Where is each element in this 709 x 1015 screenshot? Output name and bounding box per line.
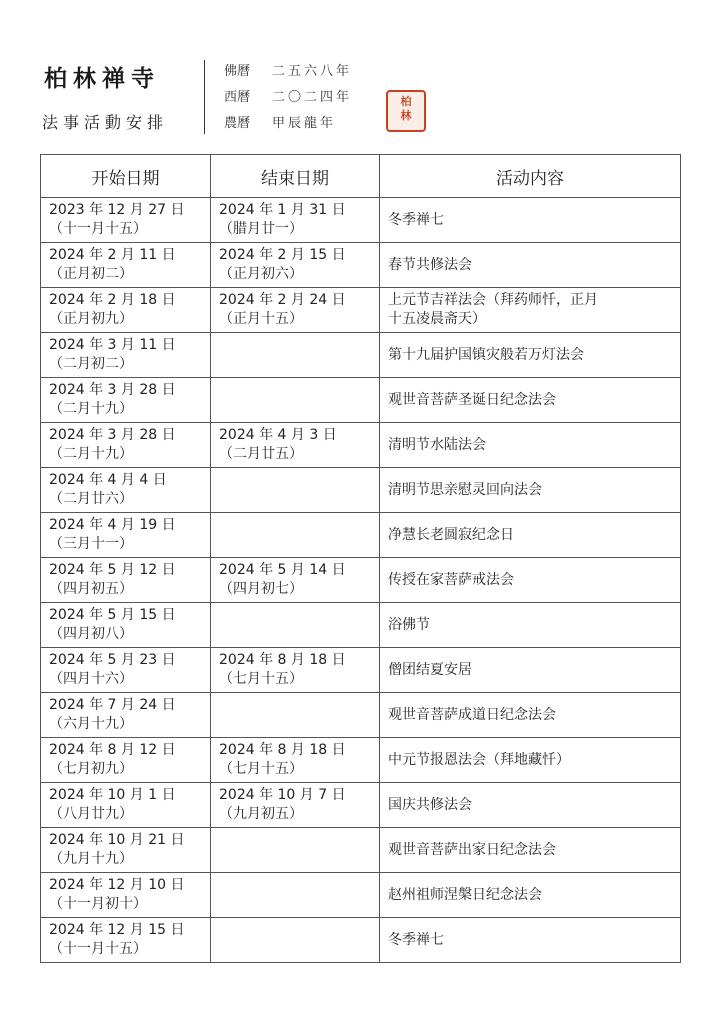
activity-cell bbox=[380, 423, 681, 468]
calendar-label: 西曆 bbox=[224, 90, 251, 105]
start-date-cell bbox=[41, 828, 211, 873]
start-date: 2024 年 3 月 28 日 bbox=[49, 382, 176, 398]
activity-name: 浴佛节 bbox=[388, 616, 430, 633]
table-row bbox=[41, 513, 681, 558]
end-date-cell bbox=[211, 243, 380, 288]
table-row bbox=[41, 828, 681, 873]
table-row bbox=[41, 648, 681, 693]
start-date-cell bbox=[41, 378, 211, 423]
temple-name: 柏林禅寺 bbox=[44, 65, 160, 92]
end-date-cell bbox=[211, 693, 380, 738]
calendar-row-buddhist bbox=[224, 60, 352, 86]
start-date-cell bbox=[41, 513, 211, 558]
activity-name: 观世音菩萨圣诞日纪念法会 bbox=[388, 391, 556, 408]
calendar-years bbox=[224, 60, 352, 138]
activity-name: 净慧长老圆寂纪念日 bbox=[388, 526, 514, 543]
start-date: 2024 年 4 月 19 日 bbox=[49, 517, 176, 533]
table-row bbox=[41, 918, 681, 963]
activity-name: 清明节水陆法会 bbox=[388, 436, 486, 453]
header-divider bbox=[204, 60, 205, 134]
activity-name-continued: 十五凌晨斋天） bbox=[388, 311, 486, 327]
end-date: 2024 年 2 月 24 日 bbox=[219, 292, 346, 308]
activity-cell bbox=[380, 513, 681, 558]
activity-cell bbox=[380, 378, 681, 423]
calendar-value: 二〇二四年 bbox=[272, 90, 353, 105]
end-lunar-date: （正月十五） bbox=[219, 311, 303, 327]
activity-name: 清明节思亲慰灵回向法会 bbox=[388, 481, 542, 498]
header-end-date: 结束日期 bbox=[211, 155, 380, 198]
start-date-cell bbox=[41, 558, 211, 603]
start-lunar-date: （正月初九） bbox=[49, 311, 133, 327]
end-date-cell bbox=[211, 828, 380, 873]
end-date-cell bbox=[211, 513, 380, 558]
start-date: 2024 年 4 月 4 日 bbox=[49, 472, 167, 488]
calendar-value: 甲辰龍年 bbox=[272, 116, 337, 131]
start-date-cell bbox=[41, 468, 211, 513]
end-date-cell bbox=[211, 783, 380, 828]
start-lunar-date: （四月十六） bbox=[49, 671, 133, 687]
page-subtitle: 法事活動安排 bbox=[42, 113, 169, 132]
start-date: 2024 年 12 月 15 日 bbox=[49, 922, 185, 938]
end-lunar-date: （四月初七） bbox=[219, 581, 303, 597]
start-date: 2024 年 3 月 11 日 bbox=[49, 337, 176, 353]
activity-name: 传授在家菩萨戒法会 bbox=[388, 571, 514, 588]
start-date-cell bbox=[41, 603, 211, 648]
start-date: 2024 年 2 月 18 日 bbox=[49, 292, 176, 308]
activity-cell bbox=[380, 693, 681, 738]
end-date-cell bbox=[211, 738, 380, 783]
table-row bbox=[41, 243, 681, 288]
start-lunar-date: （二月初二） bbox=[49, 356, 133, 372]
table-row bbox=[41, 468, 681, 513]
activity-name: 国庆共修法会 bbox=[388, 796, 472, 813]
activity-cell bbox=[380, 603, 681, 648]
event-schedule-table bbox=[40, 154, 681, 963]
activity-cell bbox=[380, 783, 681, 828]
calendar-label: 農曆 bbox=[224, 116, 251, 131]
start-date: 2024 年 5 月 12 日 bbox=[49, 562, 176, 578]
start-date: 2024 年 10 月 21 日 bbox=[49, 832, 185, 848]
calendar-row-lunar bbox=[224, 112, 352, 138]
end-date-cell bbox=[211, 468, 380, 513]
calendar-value: 二五六八年 bbox=[272, 64, 353, 79]
activity-cell bbox=[380, 288, 681, 333]
table-row bbox=[41, 783, 681, 828]
start-date: 2024 年 5 月 15 日 bbox=[49, 607, 176, 623]
calendar-row-western bbox=[224, 86, 352, 112]
end-date: 2024 年 8 月 18 日 bbox=[219, 742, 346, 758]
activity-name: 春节共修法会 bbox=[388, 256, 472, 273]
start-date: 2024 年 2 月 11 日 bbox=[49, 247, 176, 263]
end-lunar-date: （正月初六） bbox=[219, 266, 303, 282]
activity-cell bbox=[380, 198, 681, 243]
start-lunar-date: （九月十九） bbox=[49, 851, 133, 867]
end-date: 2024 年 5 月 14 日 bbox=[219, 562, 346, 578]
table-row bbox=[41, 333, 681, 378]
start-lunar-date: （七月初九） bbox=[49, 761, 133, 777]
start-date: 2024 年 5 月 23 日 bbox=[49, 652, 176, 668]
activity-name: 中元节报恩法会（拜地藏忏） bbox=[388, 751, 570, 768]
end-date: 2024 年 2 月 15 日 bbox=[219, 247, 346, 263]
end-lunar-date: （七月十五） bbox=[219, 671, 303, 687]
start-date: 2024 年 7 月 24 日 bbox=[49, 697, 176, 713]
start-date: 2024 年 10 月 1 日 bbox=[49, 787, 176, 803]
activity-cell bbox=[380, 648, 681, 693]
start-date: 2023 年 12 月 27 日 bbox=[49, 202, 185, 218]
end-date-cell bbox=[211, 648, 380, 693]
start-lunar-date: （二月廿六） bbox=[49, 491, 133, 507]
activity-cell bbox=[380, 828, 681, 873]
end-lunar-date: （腊月廿一） bbox=[219, 221, 303, 237]
activity-cell bbox=[380, 243, 681, 288]
start-lunar-date: （十一月十五） bbox=[49, 941, 147, 957]
end-date-cell bbox=[211, 333, 380, 378]
table-header-row bbox=[41, 155, 681, 198]
start-lunar-date: （八月廿九） bbox=[49, 806, 133, 822]
table-row bbox=[41, 378, 681, 423]
activity-name: 冬季禅七 bbox=[388, 211, 444, 228]
activity-cell bbox=[380, 738, 681, 783]
start-date: 2024 年 3 月 28 日 bbox=[49, 427, 176, 443]
table-row bbox=[41, 873, 681, 918]
activity-name: 观世音菩萨成道日纪念法会 bbox=[388, 706, 556, 723]
start-date: 2024 年 8 月 12 日 bbox=[49, 742, 176, 758]
calendar-label: 佛曆 bbox=[224, 64, 251, 79]
end-lunar-date: （七月十五） bbox=[219, 761, 303, 777]
table-row bbox=[41, 558, 681, 603]
activity-name: 第十九届护国镇灾般若万灯法会 bbox=[388, 346, 584, 363]
table-row bbox=[41, 738, 681, 783]
table-row bbox=[41, 693, 681, 738]
start-date-cell bbox=[41, 783, 211, 828]
end-date-cell bbox=[211, 378, 380, 423]
end-date: 2024 年 4 月 3 日 bbox=[219, 427, 337, 443]
activity-name: 赵州祖师涅槃日纪念法会 bbox=[388, 886, 542, 903]
activity-cell bbox=[380, 873, 681, 918]
start-lunar-date: （三月十一） bbox=[49, 536, 133, 552]
table-row bbox=[41, 423, 681, 468]
start-date: 2024 年 12 月 10 日 bbox=[49, 877, 185, 893]
start-date-cell bbox=[41, 918, 211, 963]
end-date-cell bbox=[211, 918, 380, 963]
activity-cell bbox=[380, 333, 681, 378]
end-date: 2024 年 1 月 31 日 bbox=[219, 202, 346, 218]
start-lunar-date: （二月十九） bbox=[49, 446, 133, 462]
start-date-cell bbox=[41, 198, 211, 243]
page-header bbox=[40, 56, 680, 136]
header-start-date: 开始日期 bbox=[41, 155, 211, 198]
start-date-cell bbox=[41, 333, 211, 378]
activity-name: 冬季禅七 bbox=[388, 931, 444, 948]
activity-cell bbox=[380, 558, 681, 603]
activity-cell bbox=[380, 468, 681, 513]
end-date-cell bbox=[211, 198, 380, 243]
start-lunar-date: （正月初二） bbox=[49, 266, 133, 282]
end-date-cell bbox=[211, 873, 380, 918]
red-seal-stamp bbox=[386, 90, 426, 132]
activity-name: 僧团结夏安居 bbox=[388, 661, 472, 678]
activity-name: 上元节吉祥法会（拜药师忏，正月 bbox=[388, 292, 598, 308]
start-date-cell bbox=[41, 648, 211, 693]
header-activity: 活动内容 bbox=[380, 155, 681, 198]
end-date-cell bbox=[211, 603, 380, 648]
end-lunar-date: （九月初五） bbox=[219, 806, 303, 822]
table-row bbox=[41, 198, 681, 243]
activity-name: 观世音菩萨出家日纪念法会 bbox=[388, 841, 556, 858]
start-lunar-date: （十一月十五） bbox=[49, 221, 147, 237]
start-lunar-date: （四月初八） bbox=[49, 626, 133, 642]
start-date-cell bbox=[41, 693, 211, 738]
table-row bbox=[41, 288, 681, 333]
start-date-cell bbox=[41, 423, 211, 468]
end-lunar-date: （二月廿五） bbox=[219, 446, 303, 462]
end-date: 2024 年 10 月 7 日 bbox=[219, 787, 346, 803]
end-date: 2024 年 8 月 18 日 bbox=[219, 652, 346, 668]
end-date-cell bbox=[211, 558, 380, 603]
start-lunar-date: （四月初五） bbox=[49, 581, 133, 597]
start-date-cell bbox=[41, 738, 211, 783]
start-date-cell bbox=[41, 243, 211, 288]
start-date-cell bbox=[41, 288, 211, 333]
end-date-cell bbox=[211, 423, 380, 468]
start-lunar-date: （十一月初十） bbox=[49, 896, 147, 912]
table-row bbox=[41, 603, 681, 648]
activity-cell bbox=[380, 918, 681, 963]
start-date-cell bbox=[41, 873, 211, 918]
seal-glyph-icon: 柏 林 bbox=[400, 95, 412, 122]
end-date-cell bbox=[211, 288, 380, 333]
start-lunar-date: （六月十九） bbox=[49, 716, 133, 732]
start-lunar-date: （二月十九） bbox=[49, 401, 133, 417]
